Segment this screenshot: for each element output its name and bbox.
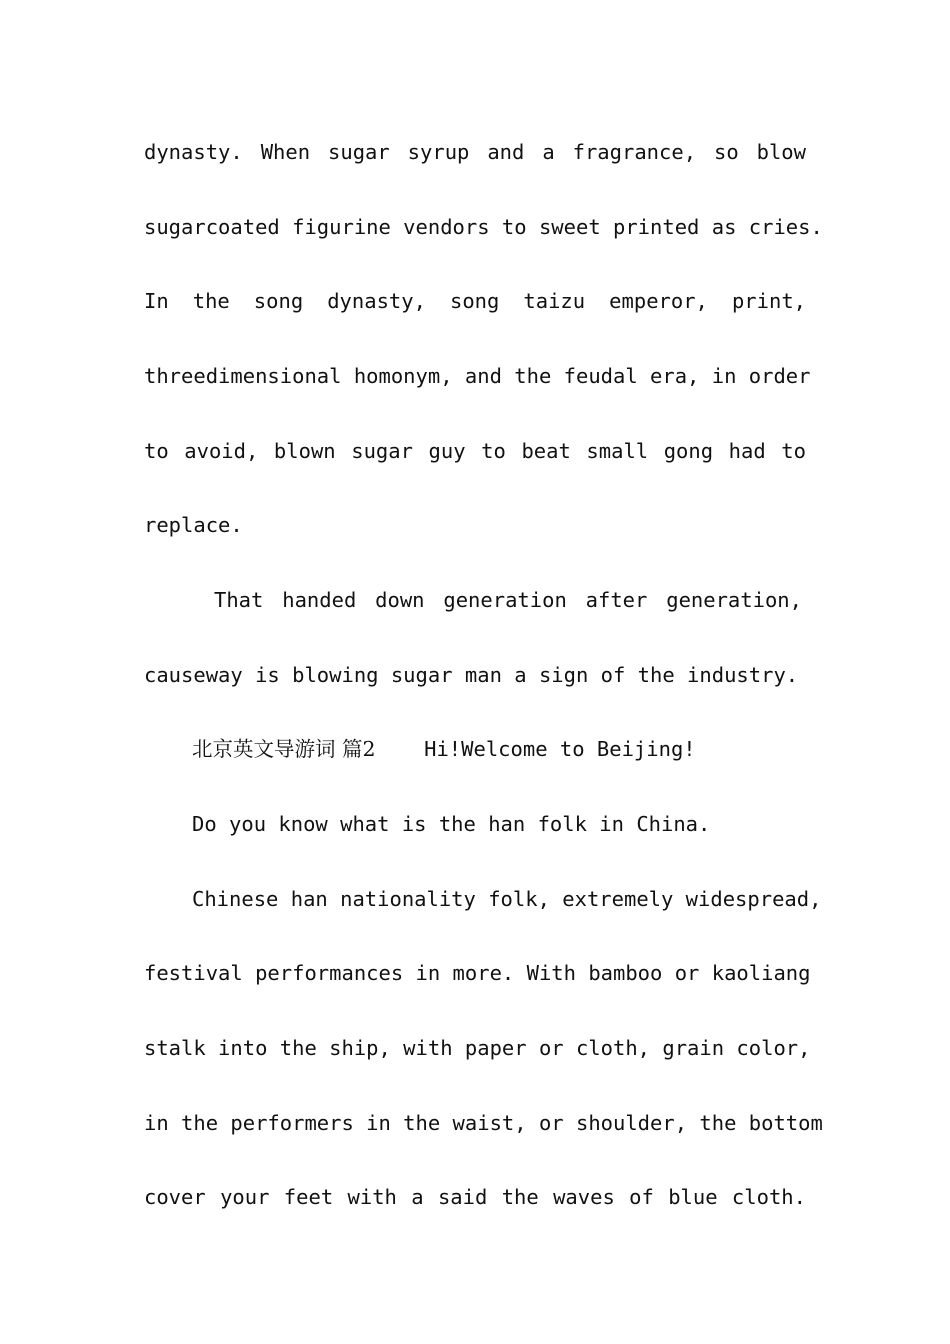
paragraph-line: sugarcoated figurine vendors to sweet printed as cries. [144, 215, 823, 239]
section-heading [192, 732, 696, 766]
paragraph-line: dynasty. When sugar syrup and a fragrance, so blow [144, 140, 806, 164]
section-title: 北京英文导游词 [192, 737, 336, 761]
section-label: 篇2 [342, 737, 376, 761]
paragraph-line: in the performers in the waist, or shoulder, the bottom [144, 1111, 823, 1135]
paragraph-line: replace. [144, 513, 243, 537]
paragraph-line: In the song dynasty, song taizu emperor, print, [144, 289, 806, 313]
paragraph-line: festival performances in more. With bamboo or kaoliang [144, 961, 811, 985]
greeting-text: Hi!Welcome to Beijing! [424, 737, 696, 761]
paragraph-line: cover your feet with a said the waves of blue cloth. [144, 1185, 806, 1209]
paragraph-line: to avoid, blown sugar guy to beat small gong had to [144, 439, 806, 463]
paragraph-line: causeway is blowing sugar man a sign of the industry. [144, 663, 799, 687]
paragraph-line: Chinese han nationality folk, extremely widespread, [192, 887, 822, 911]
paragraph-line: stalk into the ship, with paper or cloth, grain color, [144, 1036, 811, 1060]
paragraph-line: Do you know what is the han folk in China. [192, 812, 711, 836]
paragraph-line: That handed down generation after generation, [214, 588, 802, 612]
paragraph-line: threedimensional homonym, and the feudal era, in order [144, 364, 811, 388]
